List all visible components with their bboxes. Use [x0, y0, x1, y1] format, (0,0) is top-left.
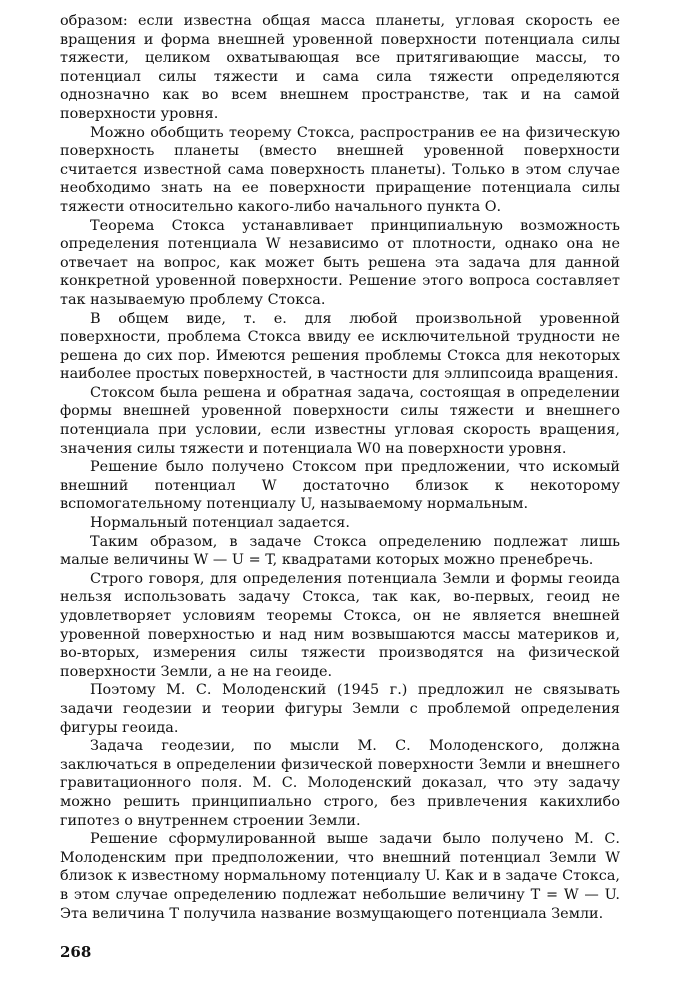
- paragraph: Решение сформулированной выше задачи было получено М. С. Молоденским при предположении, что внешний потенциал Земли W близок к известному нормальному потенциалу U. Как и в задаче Стокса, в этом случае определению подлежат небольшие величину T = W — U. Эта величина T получила название возмущающего потенциала Земли.: [60, 831, 620, 922]
- paragraph: Решение было получено Стоксом при предложении, что искомый внешний потенциал W достаточно близок к некоторому вспомогательному потенциалу U, называемому нормальным.: [60, 459, 620, 513]
- paragraph: Стоксом была решена и обратная задача, состоящая в определении формы внешней уровенной поверхности силы тяжести и внешнего потенциала при условии, если известны угловая скорость вращения, значения силы тяжести и потенциала W0 на поверхности уровня.: [60, 384, 620, 457]
- paragraph: Теорема Стокса устанавливает принципиальную возможность определения потенциала W независимо от плотности, однако она не отвечает на вопрос, как может быть решена эта задача для данной конкретной уровенной поверхности. Решение этого вопроса составляет так называемую проблему Стокса.: [60, 217, 620, 308]
- paragraph: Нормальный потенциал задается.: [90, 515, 350, 532]
- paragraph: Поэтому М. С. Молоденский (1945 г.) предложил не связывать задачи геодезии и теории фигуры Земли с проблемой определения фигуры геоида.: [60, 682, 620, 736]
- paragraph: Строго говоря, для определения потенциала Земли и формы геоида нельзя использовать задачу Стокса, так как, во-первых, геоид не удовлетворяет условиям теоремы Стокса, он не является внешней уровенной поверхностью и над ним возвышаются массы материков и, во-вторых, измерения силы тяжести производятся на физической поверхности Земли, а не на геоиде.: [60, 570, 620, 680]
- paragraph: В общем виде, т. е. для любой произвольной уровенной поверхности, проблема Стокса ввиду ее исключительной трудности не решена до сих пор. Имеются решения проблемы Стокса для некоторых наиболее простых поверхностей, в частности для эллипсоида вращения.: [60, 310, 620, 383]
- paragraph: Задача геодезии, по мысли М. С. Молоденского, должна заключаться в определении физической поверхности Земли и внешнего гравитационного поля. М. С. Молоденский доказал, что эту задачу можно решить принципиально строго, без привлечения какихлибо гипотез о внутреннем строении Земли.: [60, 738, 620, 829]
- body-text: [60, 12, 620, 923]
- paragraph: образом: если известна общая масса планеты, угловая скорость ее вращения и форма внешней уровенной поверхности потенциала силы тяжести, целиком охватывающая все притягивающие массы, то потенциал силы тяжести и сама сила тяжести определяются однозначно как во всем внешнем пространстве, так и на самой поверхности уровня.: [60, 13, 620, 122]
- paragraph: Можно обобщить теорему Стокса, распространив ее на физическую поверхность планеты (вместо внешней уровенной поверхности считается известной сама поверхность планеты). Только в этом случае необходимо знать на ее поверхности приращение потенциала силы тяжести относительно какого-либо начального пункта О.: [60, 124, 620, 215]
- paragraph: Таким образом, в задаче Стокса определению подлежат лишь малые величины W — U = T, квадратами которых можно пренебречь.: [60, 533, 620, 569]
- page-number: 268: [60, 943, 92, 961]
